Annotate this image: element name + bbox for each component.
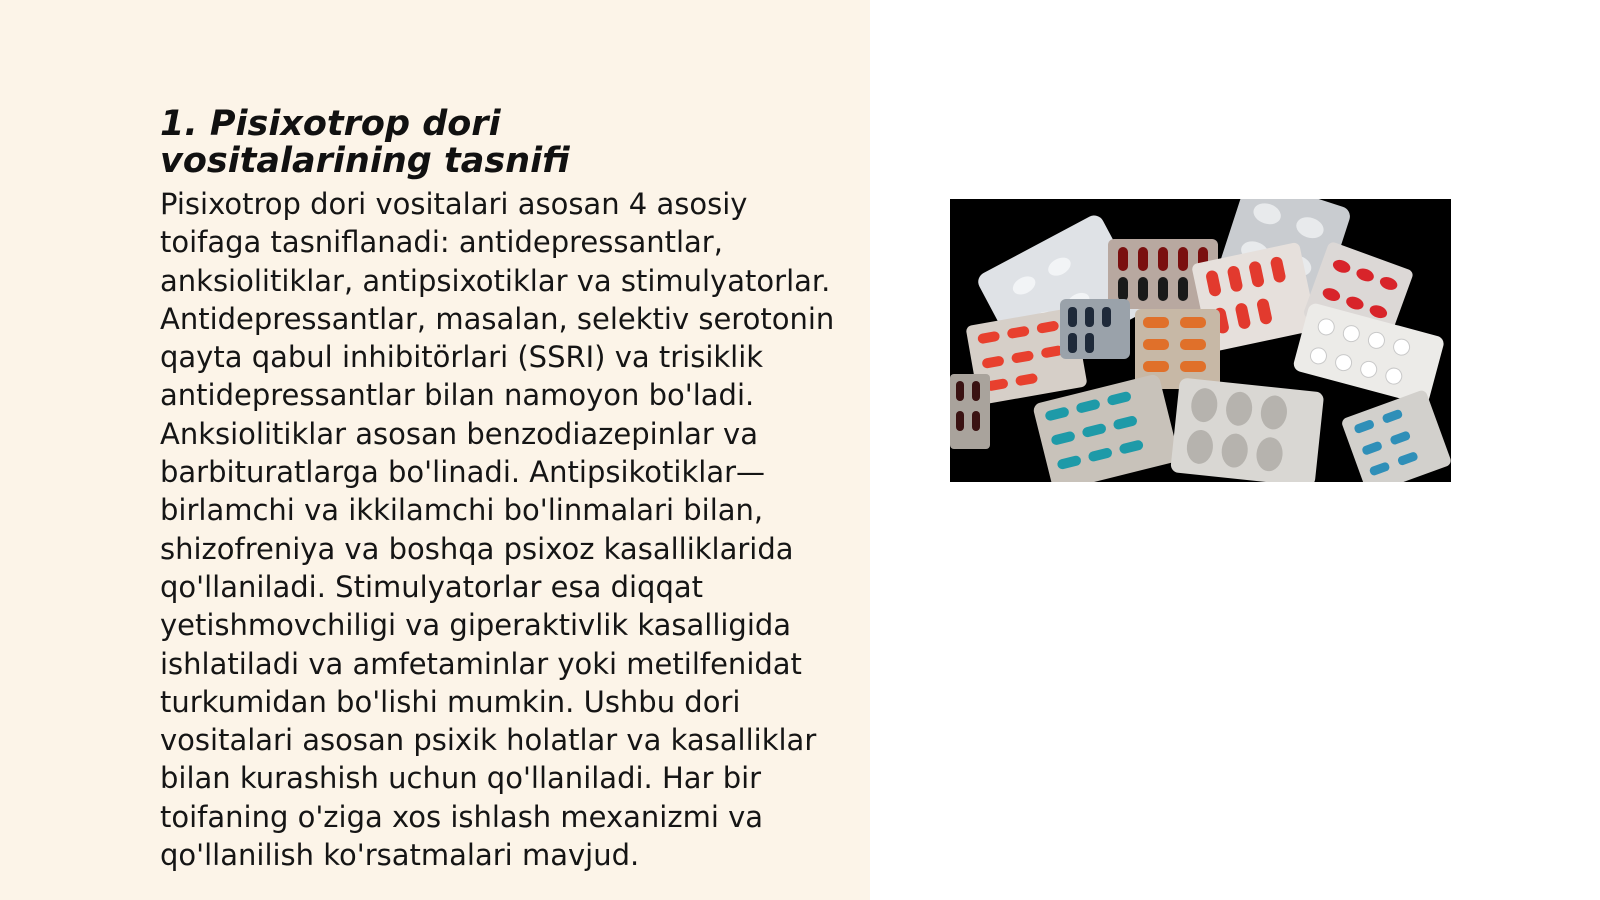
slide-body-text: Pisixotrop dori vositalari asosan 4 asosiy toifaga tasniflanadi: antidepressantlar, anksiolitiklar, antipsixotiklar va stimulyatorlar. Antidepressantlar, masalan, selektiv serotonin qayta qabul inhibitörlari (SSRI) va trisiklik antidepressantlar bilan namoyon bo'ladi. Anksiolitiklar asosan benzodiazepinlar va barbituratlarga bo'linadi. Antipsikotiklar—birlamchi va ikkilamchi bo'linmalari bilan, shizofreniya va boshqa psixoz kasalliklarida qo'llaniladi. Stimulyatorlar esa diqqat yetishmovchiligi va giperaktivlik kasalligida ishlatiladi va amfetaminlar yoki metilfenidat turkumidan bo'lishi mumkin. Ushbu dori vositalari asosan psixik holatlar va kasalliklar bilan kurashish uchun qo'llaniladi. Har bir toifaning o'ziga xos ishlash mexanizmi va qo'llanilish ko'rsatmalari mavjud. xyxy=(160,187,835,873)
slide-title: 1. Pisixotrop dori vositalarining tasnifi xyxy=(160,104,570,181)
pill-blister-packs-image xyxy=(950,199,1451,482)
